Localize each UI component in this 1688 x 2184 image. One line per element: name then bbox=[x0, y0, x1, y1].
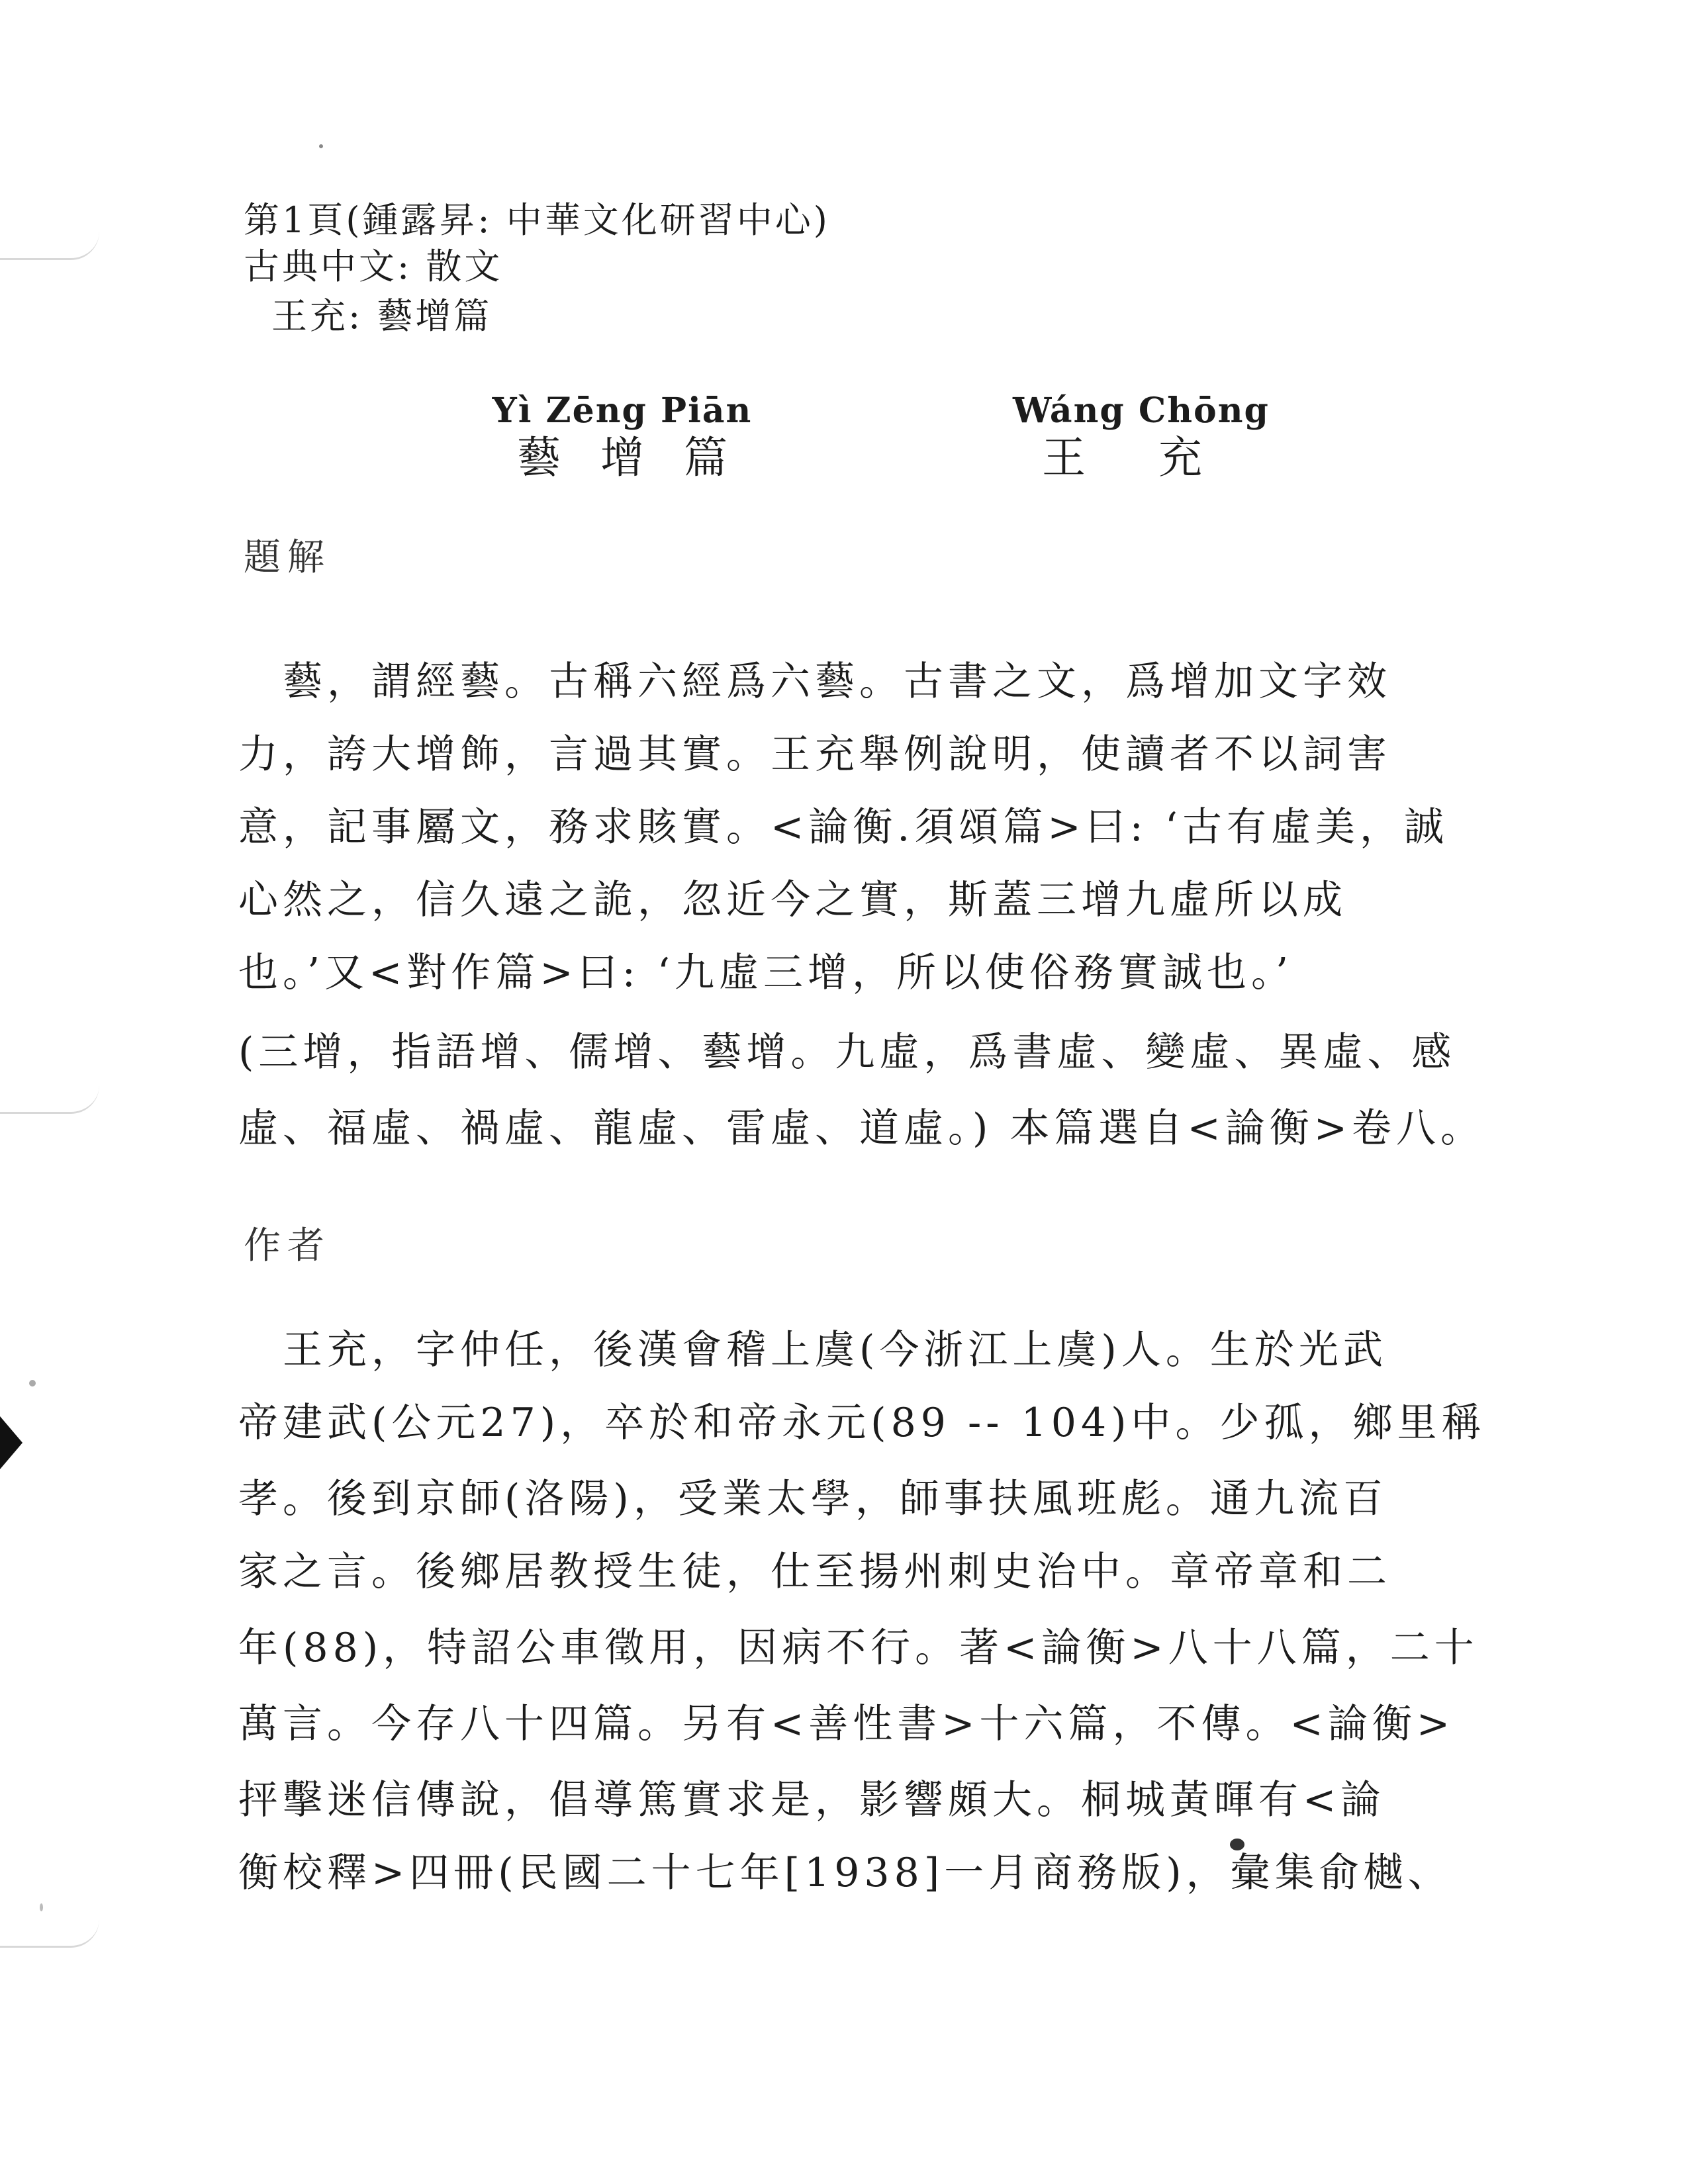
section-heading-tijie: 題解 bbox=[244, 536, 331, 579]
binder-clip-mark bbox=[0, 1416, 23, 1469]
paragraph-line: 王充，字仲任，後漢會稽上虞(今浙江上虞)人。生於光武 bbox=[238, 1327, 1387, 1373]
paragraph-line: 孝。後到京師(洛陽)，受業太學，師事扶風班彪。通九流百 bbox=[238, 1476, 1387, 1522]
punch-hole-shadow-bottom bbox=[0, 1919, 99, 1948]
header-work: 王充: 藝增篇 bbox=[271, 295, 492, 337]
paragraph-line: 年(88)，特詔公車徵用，因病不行。著<論衡>八十八篇，二十 bbox=[238, 1625, 1479, 1671]
work-title-pinyin: Yì Zēng Piān bbox=[492, 390, 753, 431]
author-title-pinyin: Wáng Chōng bbox=[1013, 390, 1270, 431]
work-title bbox=[490, 390, 767, 484]
scan-speck bbox=[29, 1380, 36, 1387]
paragraph-line: 萬言。今存八十四篇。另有<善性書>十六篇，不傳。<論衡> bbox=[238, 1701, 1455, 1747]
paragraph-line: 心然之，信久遠之詭，忽近今之實，斯蓋三增九虛所以成 bbox=[238, 877, 1347, 923]
paragraph-line: 意，記事屬文，務求賅實。<論衡.須頌篇>曰: ‘古有虛美，誠 bbox=[238, 804, 1448, 850]
scan-speck bbox=[319, 144, 323, 148]
header-page-source: 第1頁(鍾露昇: 中華文化研習中心) bbox=[244, 199, 830, 241]
paragraph-line: 虛、福虛、禍虛、龍虛、雷虛、道虛。) 本篇選自<論衡>卷八。 bbox=[238, 1105, 1485, 1152]
paragraph-line: 衡校釋>四冊(民國二十七年[1938]一月商務版)，彙集俞樾、 bbox=[238, 1850, 1452, 1896]
paragraph-line: 藝，謂經藝。古稱六經爲六藝。古書之文，爲增加文字效 bbox=[238, 659, 1391, 705]
scan-speck bbox=[40, 1903, 43, 1911]
author-title-hanzi: 王充 bbox=[1042, 432, 1275, 483]
paragraph-line: (三增，指語增、儒增、藝增。九虛，爲書虛、變虛、異虛、感 bbox=[238, 1029, 1456, 1075]
paragraph-line: 帝建武(公元27)，卒於和帝永元(89 -- 104)中。少孤，鄉里稱 bbox=[238, 1400, 1486, 1446]
work-title-hanzi: 藝增篇 bbox=[517, 432, 767, 483]
header-category: 古典中文: 散文 bbox=[244, 246, 503, 287]
paragraph-line: 力，誇大增飾，言過其實。王充舉例說明，使讀者不以詞害 bbox=[238, 731, 1391, 778]
paragraph-line: 也。’又<對作篇>曰: ‘九虛三增，所以使俗務實誠也。’ bbox=[238, 950, 1293, 996]
punch-hole-shadow-middle bbox=[0, 1085, 99, 1114]
punch-hole-shadow-top bbox=[0, 232, 99, 260]
scan-speck bbox=[1230, 1839, 1244, 1850]
author-title bbox=[1013, 390, 1275, 484]
section-heading-zuozhe: 作者 bbox=[244, 1224, 331, 1267]
paragraph-line: 抨擊迷信傳說，倡導篤實求是，影響頗大。桐城黃暉有<論 bbox=[238, 1777, 1385, 1823]
paragraph-line: 家之言。後鄉居教授生徒，仕至揚州刺史治中。章帝章和二 bbox=[238, 1549, 1391, 1595]
